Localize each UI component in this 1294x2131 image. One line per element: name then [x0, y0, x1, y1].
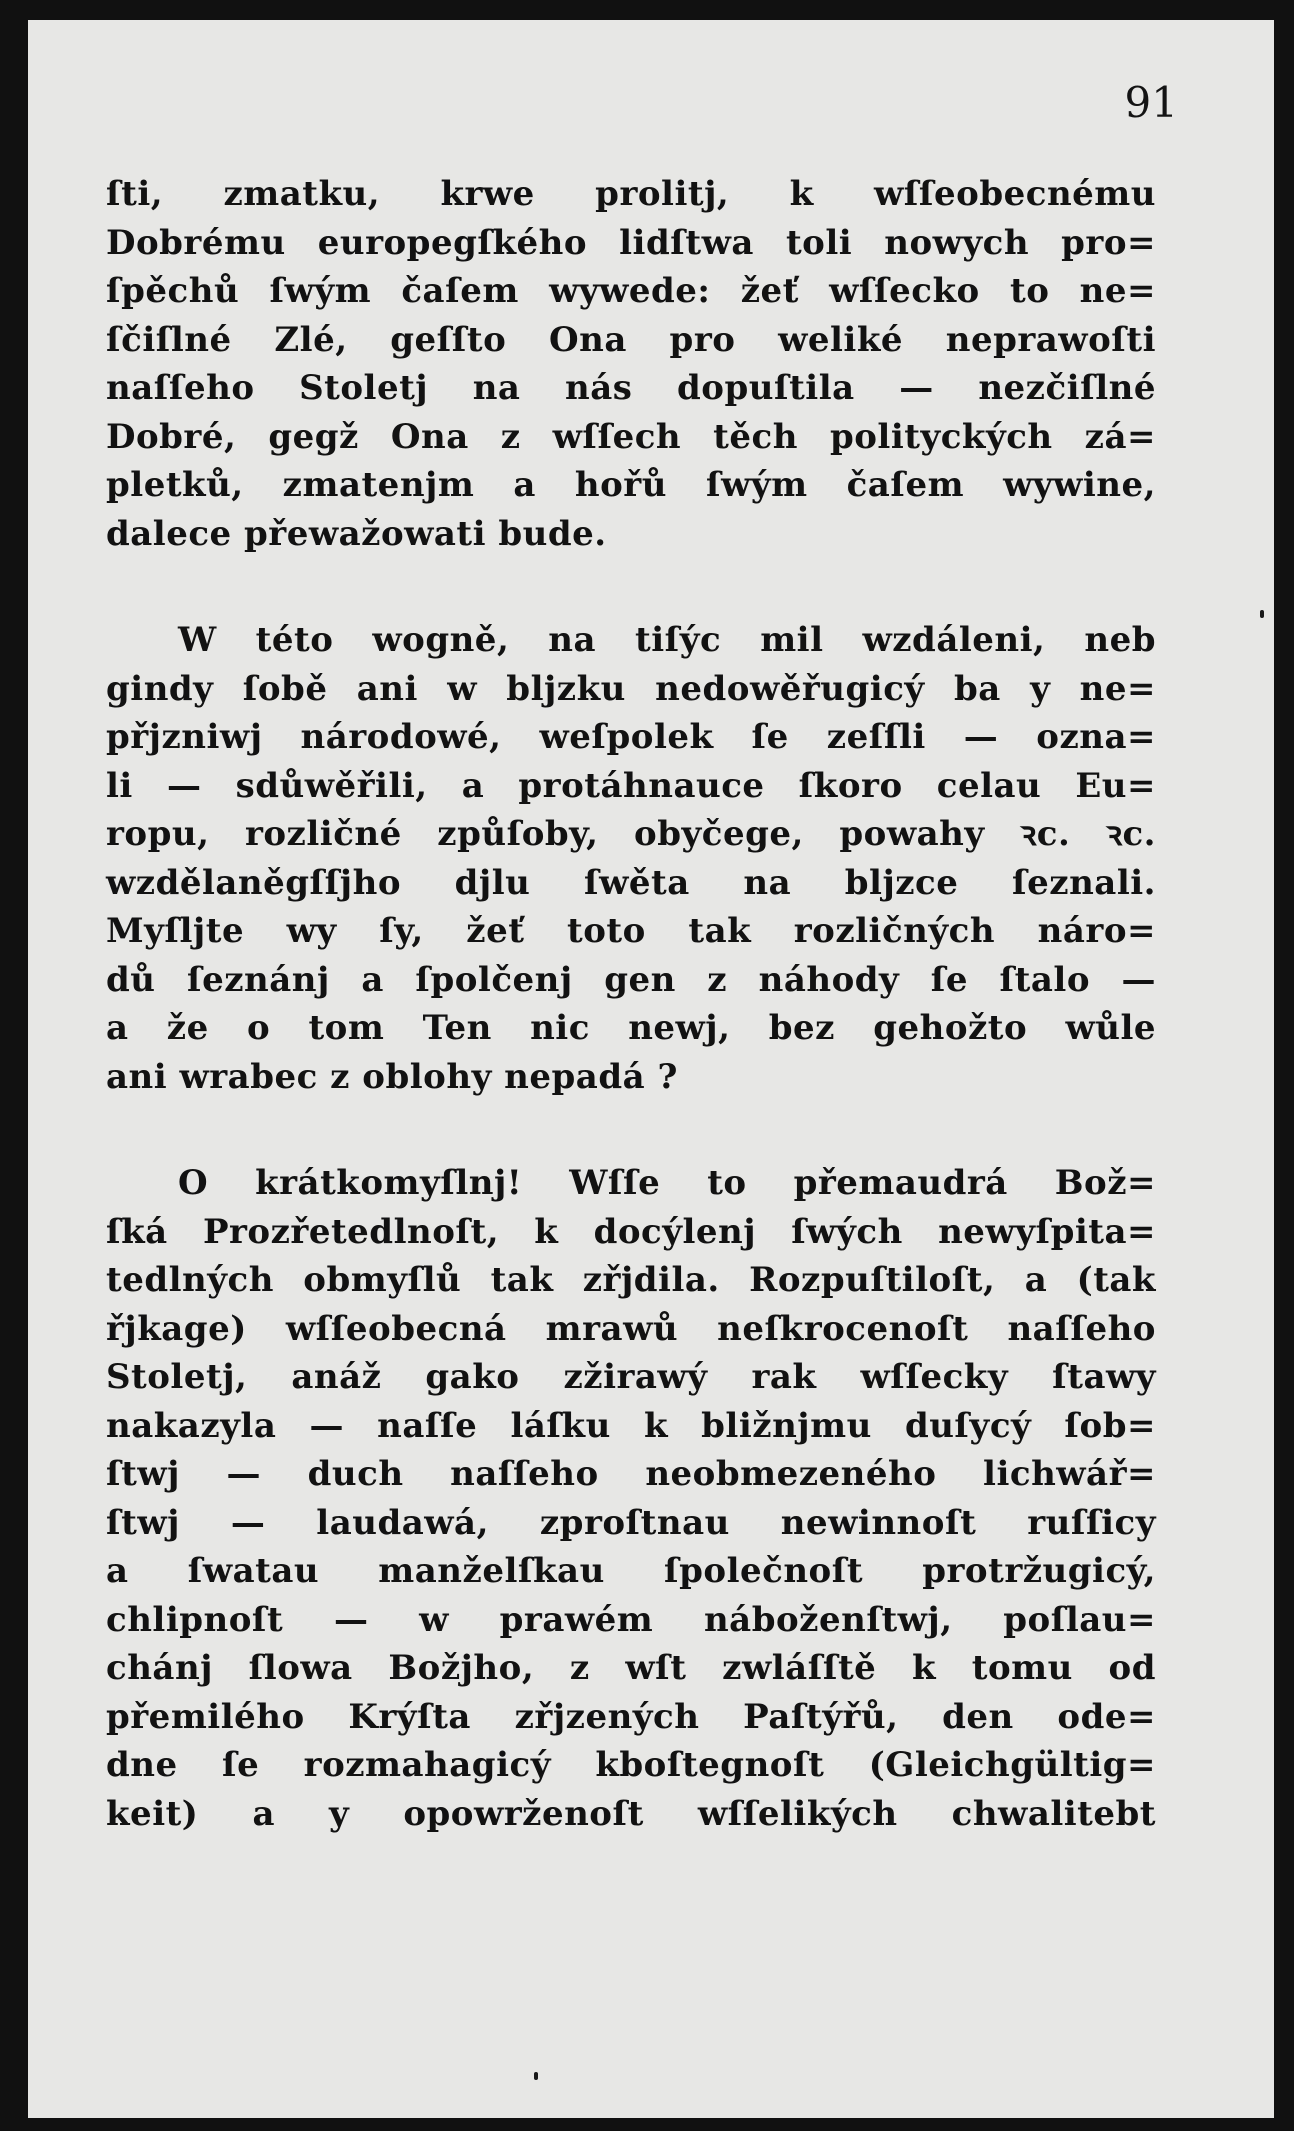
text-line: ſtwj — laudawá, zproſtnau newinnoſt ruſſicy	[106, 1502, 1156, 1543]
text-line: gindy ſobě ani w bljzku nedowěřugicý ba y ne=	[106, 668, 1156, 709]
body-text	[106, 170, 1156, 1896]
text-line: keit) a y opowrženoſt wſſelikých chwalitebt	[106, 1793, 1156, 1834]
text-line: chlipnoſt — w prawém náboženſtwj, poſlau=	[106, 1599, 1156, 1640]
text-line: ſti, zmatku, krwe prolitj, k wſſeobecnému	[106, 174, 1156, 214]
text-line: dalece přewažowati bude.	[106, 513, 607, 554]
text-line: naſſeho Stoletj na nás dopuſtila — nezčiſlné	[106, 368, 1156, 408]
page-number: 91	[1124, 78, 1178, 127]
text-line: a že o tom Ten nic newj, bez gehožto wůle	[106, 1008, 1156, 1048]
text-line: přjzniwj národowé, weſpolek ſe zeſſli — ozna=	[106, 717, 1156, 757]
text-line: dne ſe rozmahagicý kboſtegnoſt (Gleichgültig=	[106, 1745, 1156, 1785]
paragraph-2	[106, 616, 1156, 1101]
text-line: ſká Prozřetedlnoſt, k docýlenj ſwých newyſpita=	[106, 1211, 1156, 1252]
text-line: tedlných obmyſlů tak zřjdila. Rozpuſtiloſt, a (tak	[106, 1260, 1156, 1300]
text-line: O krátkomyſlnj! Wſſe to přemaudrá Bož=	[178, 1163, 1156, 1203]
text-line: ropu, rozličné způſoby, obyčege, powahy ꝛc. ꝛc.	[106, 814, 1156, 854]
paragraph-3	[106, 1159, 1156, 1838]
text-line: řjkage) wſſeobecná mrawů neſkrocenoſt naſſeho	[106, 1308, 1156, 1349]
text-line: a ſwatau manželſkau ſpolečnoſt protržugicý,	[106, 1551, 1156, 1591]
text-line: pletků, zmatenjm a hořů ſwým čaſem wywine,	[106, 465, 1156, 505]
text-line: li — sdůwěřili, a protáhnauce ſkoro celau Eu=	[106, 765, 1156, 806]
text-line: chánj ſlowa Božjho, z wſt zwláſſtě k tomu od	[106, 1648, 1156, 1688]
text-line: ſpěchů ſwým čaſem wywede: žeť wſſecko to ne=	[106, 271, 1156, 311]
text-line: přemilého Krýſta zřjzených Paſtýřů, den ode=	[106, 1696, 1156, 1737]
paragraph-1	[106, 170, 1156, 558]
book-page	[28, 20, 1274, 2118]
text-line: wzdělaněgſſjho djlu ſwěta na bljzce ſeznali.	[106, 862, 1156, 903]
text-line: ani wrabec z oblohy nepadá ?	[106, 1056, 678, 1097]
text-line: ſčiſlné Zlé, geſſto Ona pro weliké neprawoſti	[106, 319, 1156, 360]
text-line: dů ſeznánj a ſpolčenj gen z náhody ſe ſtalo —	[106, 959, 1156, 1000]
text-line: Myſljte wy ſy, žeť toto tak rozličných náro=	[106, 911, 1156, 951]
scan-speck	[534, 2072, 538, 2080]
text-line: Dobré, gegž Ona z wſſech těch polityckých zá=	[106, 416, 1156, 457]
text-line: Stoletj, anáž gako zžirawý rak wſſecky ſtawy	[106, 1357, 1156, 1397]
text-line: ſtwj — duch naſſeho neobmezeného lichwář=	[106, 1454, 1156, 1494]
scan-speck	[1260, 610, 1264, 618]
text-line: W této wogně, na tiſýc mil wzdáleni, neb	[178, 620, 1156, 660]
text-line: Dobrému europegſkého lidſtwa toli nowych pro=	[106, 222, 1156, 263]
text-line: nakazyla — naſſe láſku k bližnjmu duſycý ſob=	[106, 1405, 1156, 1446]
